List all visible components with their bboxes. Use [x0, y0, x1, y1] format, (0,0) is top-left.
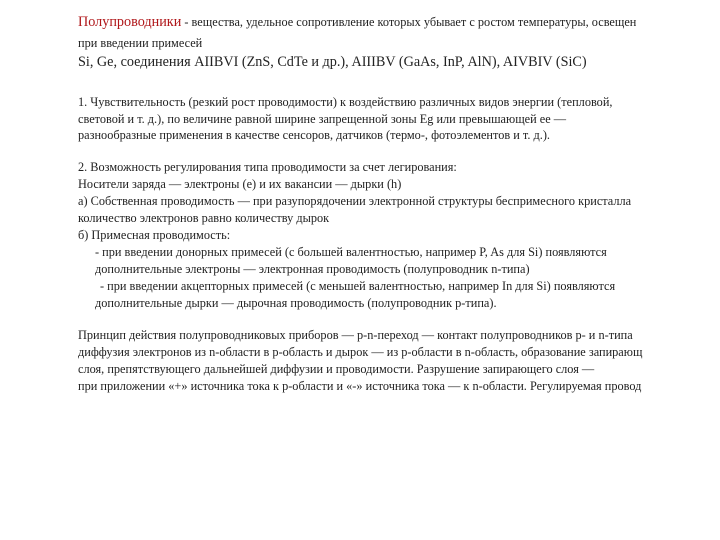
definition-line-1: [78, 14, 636, 30]
definition-line-2: при введении примесей: [78, 36, 203, 50]
acceptor-line-2: дополнительные дырки — дырочная проводимость (полупроводник p-типа).: [95, 296, 497, 310]
principle-line-1: Принцип действия полупроводниковых приборов — p-n-переход — контакт полупроводников p- и n-типа: [78, 328, 633, 342]
examples-line: Si, Ge, соединения AIIBVI (ZnS, CdTe и др.), AIIIBV (GaAs, InP, AlN), AIVBIV (SiC): [78, 54, 587, 70]
definition-text: - вещества, удельное сопротивление которых убывает с ростом температуры, освещен: [181, 15, 637, 29]
acceptor-line-1: - при введении акцепторных примесей (с меньшей валентностью, например In для Si) появляются: [100, 279, 616, 293]
principle-line-2: диффузия электронов из n-области в p-область и дырок — из p-области в n-область, образование запирающ: [78, 345, 643, 359]
principle-line-4: при приложении «+» источника тока к p-области и «-» источника тока — к n-области. Регулируемая провод: [78, 379, 642, 393]
point1-line-3: разнообразные применения в качестве сенсоров, датчиков (термо-, фотоэлементов и т. д.).: [78, 128, 551, 142]
point2-title: 2. Возможность регулирования типа проводимости за счет легирования:: [78, 160, 457, 174]
point1-line-2: световой и т. д.), по величине равной ширине запрещенной зоны Eg или превышающей ее —: [78, 112, 567, 126]
donor-line-1: - при введении донорных примесей (с большей валентностью, например P, As для Si) появляются: [95, 245, 607, 259]
donor-line-2: дополнительные электроны — электронная проводимость (полупроводник n-типа): [95, 262, 530, 276]
term-semiconductors: Полупроводники: [78, 14, 182, 30]
principle-line-3: слоя, препятствующего дальнейшей диффузии и проводимости. Разрушение запирающего слоя —: [78, 362, 595, 376]
point2-a-line-2: количество электронов равно количеству дырок: [78, 211, 330, 225]
point2-a-line-1: а) Собственная проводимость — при разупорядочении электронной структуры беспримесного кристалла: [78, 194, 632, 208]
point2-carriers: Носители заряда — электроны (e) и их вакансии — дырки (h): [78, 177, 402, 191]
point2-b-title: б) Примесная проводимость:: [78, 228, 231, 242]
point1-line-1: 1. Чувствительность (резкий рост проводимости) к воздействию различных видов энергии (тепловой,: [78, 95, 613, 109]
